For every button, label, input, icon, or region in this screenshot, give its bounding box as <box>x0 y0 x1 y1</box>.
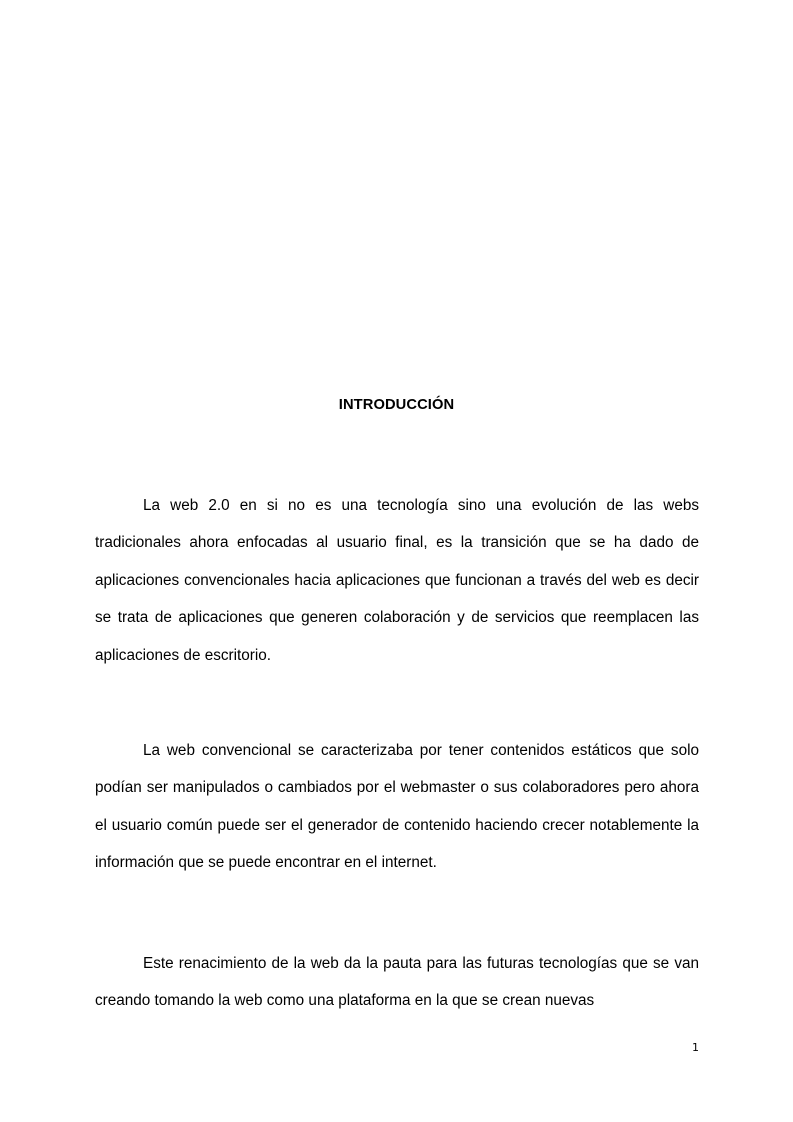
paragraph-web-2-0: La web 2.0 en si no es una tecnología sino una evolución de las webs tradicionales ahora enfocadas al usuario final, es la transición que se ha dado de aplicaciones convencionales hacia aplicaciones que funcionan a través del web es decir se trata de aplicaciones que generen colaboración y de servicios que reemplacen las aplicaciones de escritorio. <box>95 497 699 664</box>
page-number: 1 <box>692 1041 699 1054</box>
page-title: INTRODUCCIÓN <box>338 397 455 413</box>
paragraph-conventional-web: La web convencional se caracterizaba por tener contenidos estáticos que solo podían ser manipulados o cambiados por el webmaster o sus colaboradores pero ahora el usuario común puede ser el generador de contenido haciendo crecer notablemente la información que se puede encontrar en el internet. <box>95 742 699 872</box>
paragraph-web-renaissance: Este renacimiento de la web da la pauta para las futuras tecnologías que se van creando tomando la web como una plataforma en la que se crean nuevas <box>95 955 699 1010</box>
